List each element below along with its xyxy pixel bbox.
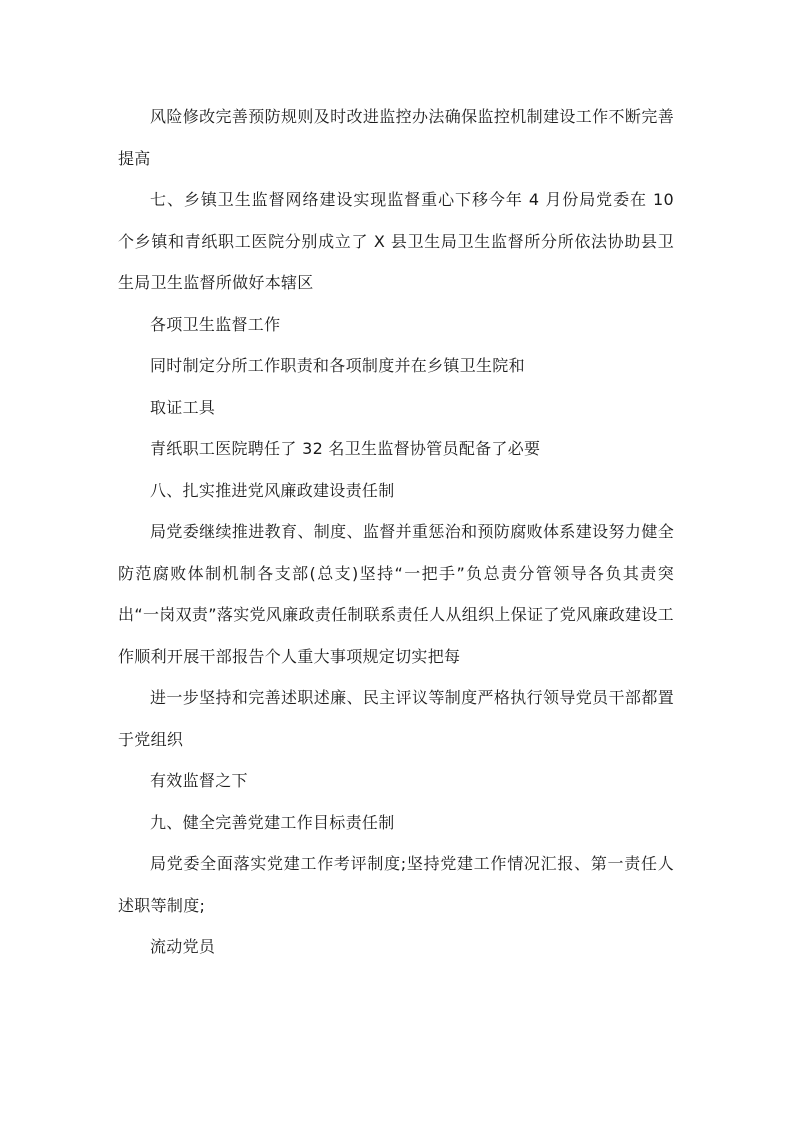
paragraph-debriefing-system: 进一步坚持和完善述职述廉、民主评议等制度严格执行领导党员干部都置于党组织 — [118, 688, 674, 749]
heading-section-nine: 九、健全完善党建工作目标责任制 — [150, 812, 395, 832]
paragraph-monitoring-mechanism: 风险修改完善预防规则及时改进监控办法确保监控机制建设工作不断完善提高 — [118, 107, 674, 168]
paragraph-effective-supervision: 有效监督之下 — [150, 771, 248, 790]
paragraph-anti-corruption: 局党委继续推进教育、制度、监督并重惩治和预防腐败体系建设努力健全防范腐败体制机制各支部(总支)坚持“一把手”负总责分管领导各负其责突出“一岗双责”落实党风廉政责任制联系责任人从组织上保证了党风廉政建设工作顺利开展干部报告个人重大事项规定切实把每 — [118, 522, 674, 666]
paragraph-evidence-tools: 取证工具 — [150, 397, 216, 417]
paragraph-mobile-members: 流动党员 — [150, 937, 216, 956]
paragraph-coordinators: 青纸职工医院聘任了 32 名卫生监督协管员配备了必要 — [150, 439, 541, 458]
paragraph-party-evaluation: 局党委全面落实党建工作考评制度;坚持党建工作情况汇报、第一责任人述职等制度; — [118, 854, 674, 915]
paragraph-supervision-work: 各项卫生监督工作 — [150, 314, 281, 334]
heading-section-eight: 八、扎实推进党风廉政建设责任制 — [150, 480, 395, 500]
paragraph-section-seven: 七、乡镇卫生监督网络建设实现监督重心下移今年 4 月份局党委在 10 个乡镇和青纸职工医院分别成立了 X 县卫生局卫生监督所分所依法协助县卫生局卫生监督所做好本辖区 — [118, 190, 674, 292]
document-body — [118, 96, 674, 968]
paragraph-branch-duties: 同时制定分所工作职责和各项制度并在乡镇卫生院和 — [150, 356, 525, 375]
